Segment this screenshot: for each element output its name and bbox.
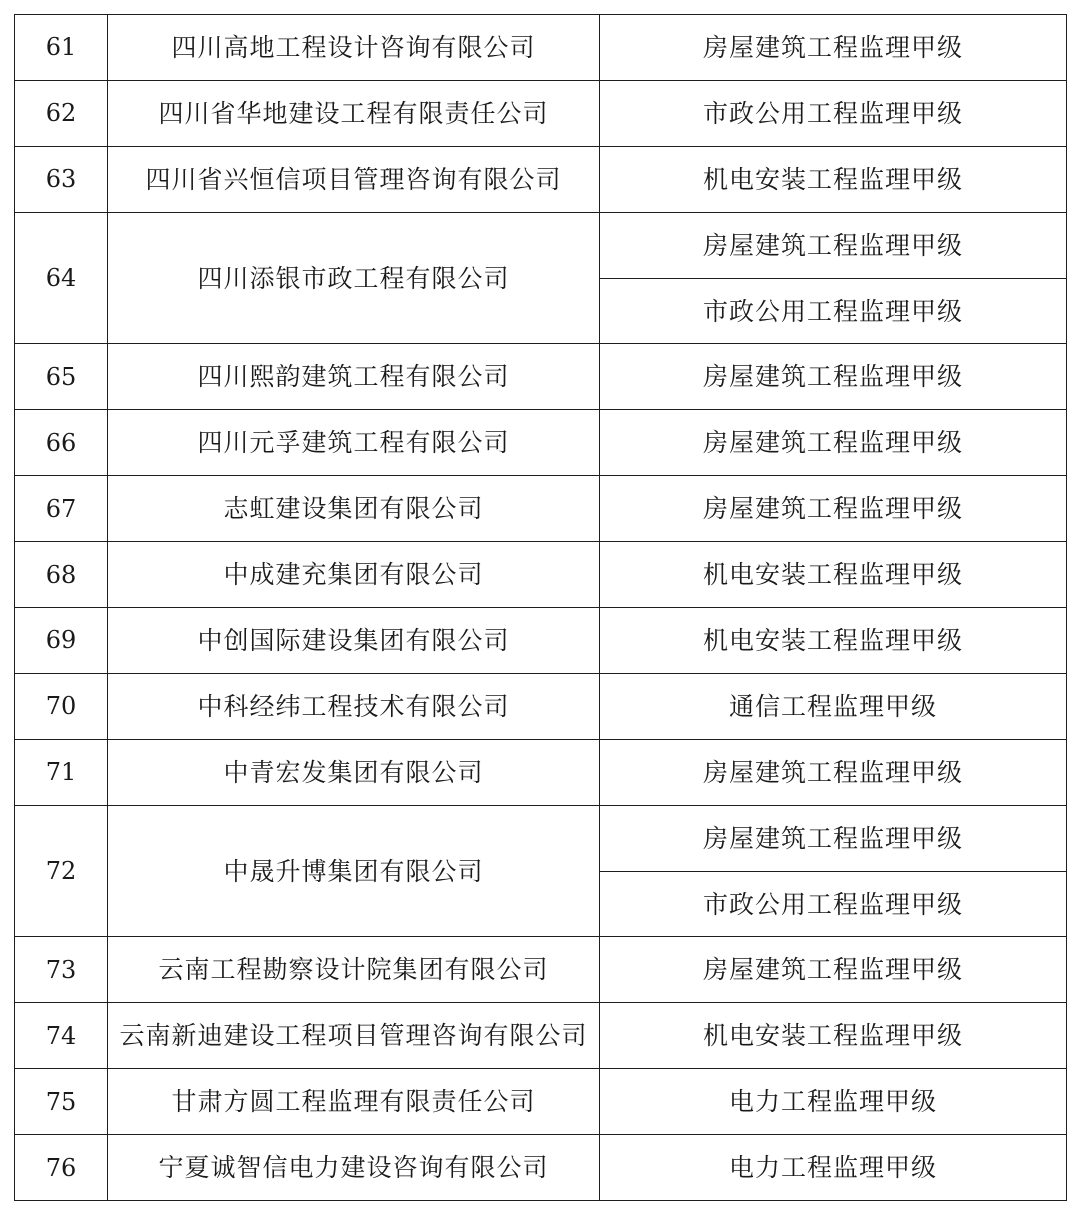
row-number: 72	[15, 805, 108, 937]
row-number: 62	[15, 80, 108, 146]
row-number: 63	[15, 146, 108, 212]
row-number: 67	[15, 476, 108, 542]
qualification-level: 市政公用工程监理甲级	[600, 80, 1067, 146]
company-name: 四川高地工程设计咨询有限公司	[108, 15, 600, 81]
qualification-level: 市政公用工程监理甲级	[600, 871, 1067, 937]
qualification-level: 机电安装工程监理甲级	[600, 542, 1067, 608]
qualification-level: 房屋建筑工程监理甲级	[600, 344, 1067, 410]
company-name: 四川添银市政工程有限公司	[108, 212, 600, 344]
table-row	[15, 608, 1067, 674]
company-name: 中晟升博集团有限公司	[108, 805, 600, 937]
qualification-level: 房屋建筑工程监理甲级	[600, 937, 1067, 1003]
company-name: 四川省华地建设工程有限责任公司	[108, 80, 600, 146]
company-name: 中科经纬工程技术有限公司	[108, 673, 600, 739]
qualification-level: 通信工程监理甲级	[600, 673, 1067, 739]
company-name: 中成建充集团有限公司	[108, 542, 600, 608]
company-name: 四川省兴恒信项目管理咨询有限公司	[108, 146, 600, 212]
table-row	[15, 739, 1067, 805]
table-row	[15, 146, 1067, 212]
row-number: 74	[15, 1003, 108, 1069]
qualification-level: 机电安装工程监理甲级	[600, 608, 1067, 674]
table-row	[15, 542, 1067, 608]
qualification-table	[14, 14, 1067, 1201]
row-number: 76	[15, 1135, 108, 1201]
row-number: 69	[15, 608, 108, 674]
row-number: 66	[15, 410, 108, 476]
row-number: 73	[15, 937, 108, 1003]
qualification-level: 机电安装工程监理甲级	[600, 1003, 1067, 1069]
company-name: 中青宏发集团有限公司	[108, 739, 600, 805]
company-name: 四川熙韵建筑工程有限公司	[108, 344, 600, 410]
table-row	[15, 410, 1067, 476]
company-name: 志虹建设集团有限公司	[108, 476, 600, 542]
qualification-level: 电力工程监理甲级	[600, 1135, 1067, 1201]
row-number: 75	[15, 1069, 108, 1135]
table-row	[15, 1135, 1067, 1201]
company-name: 宁夏诚智信电力建设咨询有限公司	[108, 1135, 600, 1201]
table-row	[15, 80, 1067, 146]
company-name: 中创国际建设集团有限公司	[108, 608, 600, 674]
qualification-level: 房屋建筑工程监理甲级	[600, 805, 1067, 871]
company-name: 四川元孚建筑工程有限公司	[108, 410, 600, 476]
qualification-level: 电力工程监理甲级	[600, 1069, 1067, 1135]
row-number: 68	[15, 542, 108, 608]
table-row	[15, 1069, 1067, 1135]
company-name: 甘肃方圆工程监理有限责任公司	[108, 1069, 600, 1135]
company-name: 云南新迪建设工程项目管理咨询有限公司	[108, 1003, 600, 1069]
qualification-level: 市政公用工程监理甲级	[600, 278, 1067, 344]
qualification-level: 房屋建筑工程监理甲级	[600, 212, 1067, 278]
qualification-level: 房屋建筑工程监理甲级	[600, 476, 1067, 542]
qualification-level: 房屋建筑工程监理甲级	[600, 410, 1067, 476]
row-number: 64	[15, 212, 108, 344]
table-row	[15, 476, 1067, 542]
company-name: 云南工程勘察设计院集团有限公司	[108, 937, 600, 1003]
qualification-level: 机电安装工程监理甲级	[600, 146, 1067, 212]
row-number: 61	[15, 15, 108, 81]
row-number: 65	[15, 344, 108, 410]
table-row	[15, 937, 1067, 1003]
qualification-level: 房屋建筑工程监理甲级	[600, 15, 1067, 81]
table-row	[15, 212, 1067, 278]
qualification-level: 房屋建筑工程监理甲级	[600, 739, 1067, 805]
row-number: 70	[15, 673, 108, 739]
row-number: 71	[15, 739, 108, 805]
table-row	[15, 1003, 1067, 1069]
table-row	[15, 15, 1067, 81]
table-body	[15, 15, 1067, 1201]
table-row	[15, 344, 1067, 410]
table-row	[15, 805, 1067, 871]
table-row	[15, 673, 1067, 739]
